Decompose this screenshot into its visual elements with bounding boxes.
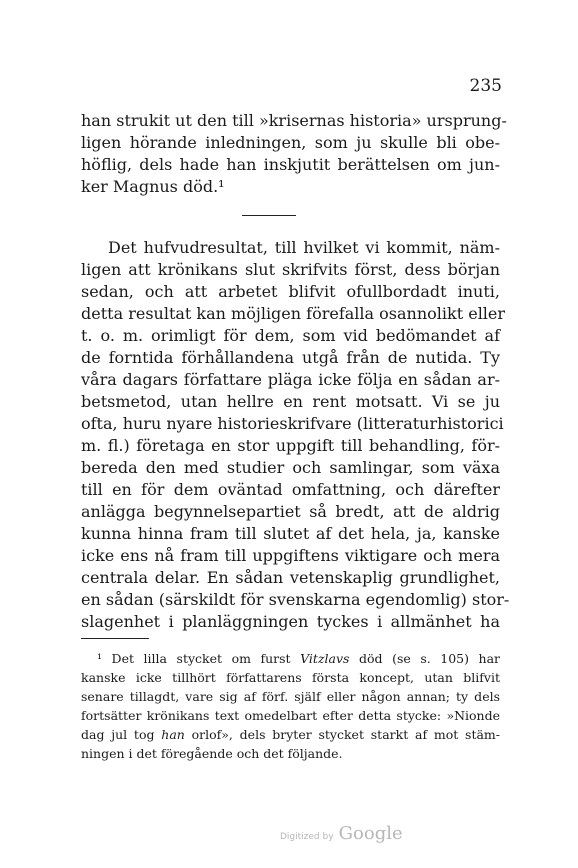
footnote-line: kanske icke tillhört författarens första koncept, utan blifvit [81, 670, 500, 685]
footnote-text: dag jul tog [81, 727, 162, 742]
text-line: ligen hörande inledningen, som ju skulle bli obe- [81, 133, 500, 152]
footnote-line: ningen i det föregående och det följande. [81, 746, 343, 761]
footnote-italic-name: Vitzlavs [300, 651, 350, 666]
text-line: icke ens nå fram till uppgiftens viktigare och mera [81, 546, 500, 565]
text-line: höflig, dels hade han inskjutit berättelsen om jun- [81, 155, 500, 174]
text-line: till en för dem oväntad omfattning, och därefter [81, 480, 500, 499]
text-line: t. o. m. orimligt för dem, som vid bedömandet af [81, 326, 500, 345]
text-line: ofta, huru nyare historieskrifvare (litteraturhistorici [81, 414, 504, 433]
text-line: slagenhet i planläggningen tyckes i allmänhet ha [81, 612, 500, 631]
text-line: anlägga begynnelsepartiet så bredt, att de aldrig [81, 502, 500, 521]
text-line: ligen att krönikans slut skrifvits först, dess början [81, 260, 500, 279]
digitized-watermark [280, 823, 403, 844]
text-line: detta resultat kan möjligen förefalla osannolikt eller [81, 304, 506, 323]
watermark-prefix: Digitized by [280, 832, 334, 842]
footnote-line [81, 726, 500, 743]
footnote-text: orlof», dels bryter stycket starkt af mot stäm- [184, 727, 500, 742]
footnote-text: död (se s. 105) har [349, 651, 501, 666]
text-line: ker Magnus död.¹ [81, 177, 225, 196]
section-divider [242, 215, 296, 216]
text-line: bereda den med studier och samlingar, som växa [81, 458, 500, 477]
text-line: kunna hinna fram till slutet af det hela, ja, kanske [81, 524, 500, 543]
footnote-line: senare tillagdt, vare sig af förf. själf eller någon annan; ty dels [81, 689, 500, 704]
text-line: våra dagars författare pläga icke följa en sådan ar- [81, 370, 500, 389]
footnote-text: ¹ Det lilla stycket om furst [97, 651, 301, 666]
text-line: de forntida förhållandena utgå från de nutida. Ty [81, 348, 500, 367]
text-line: sedan, och att arbetet blifvit ofullbordadt inuti, [81, 282, 500, 301]
text-line: han strukit ut den till »krisernas historia» ursprung- [81, 111, 507, 130]
text-line: centrala delar. En sådan vetenskaplig grundlighet, [81, 568, 500, 587]
footnote-line [97, 650, 500, 667]
text-line: Det hufvudresultat, till hvilket vi kommit, näm- [108, 238, 500, 257]
text-line: m. fl.) företaga en stor uppgift till behandling, för- [81, 436, 500, 455]
google-logo: Google [338, 823, 403, 844]
text-line: en sådan (särskildt för svenskarna egendomlig) stor- [81, 590, 510, 609]
footnote-divider [81, 638, 149, 639]
page-number: 235 [469, 76, 502, 96]
footnote-italic-word: han [161, 727, 185, 742]
footnote-line: fortsätter krönikans text omedelbart efter detta stycke: »Nionde [81, 708, 500, 723]
text-line: betsmetod, utan hellre en rent motsatt. Vi se ju [81, 392, 500, 411]
